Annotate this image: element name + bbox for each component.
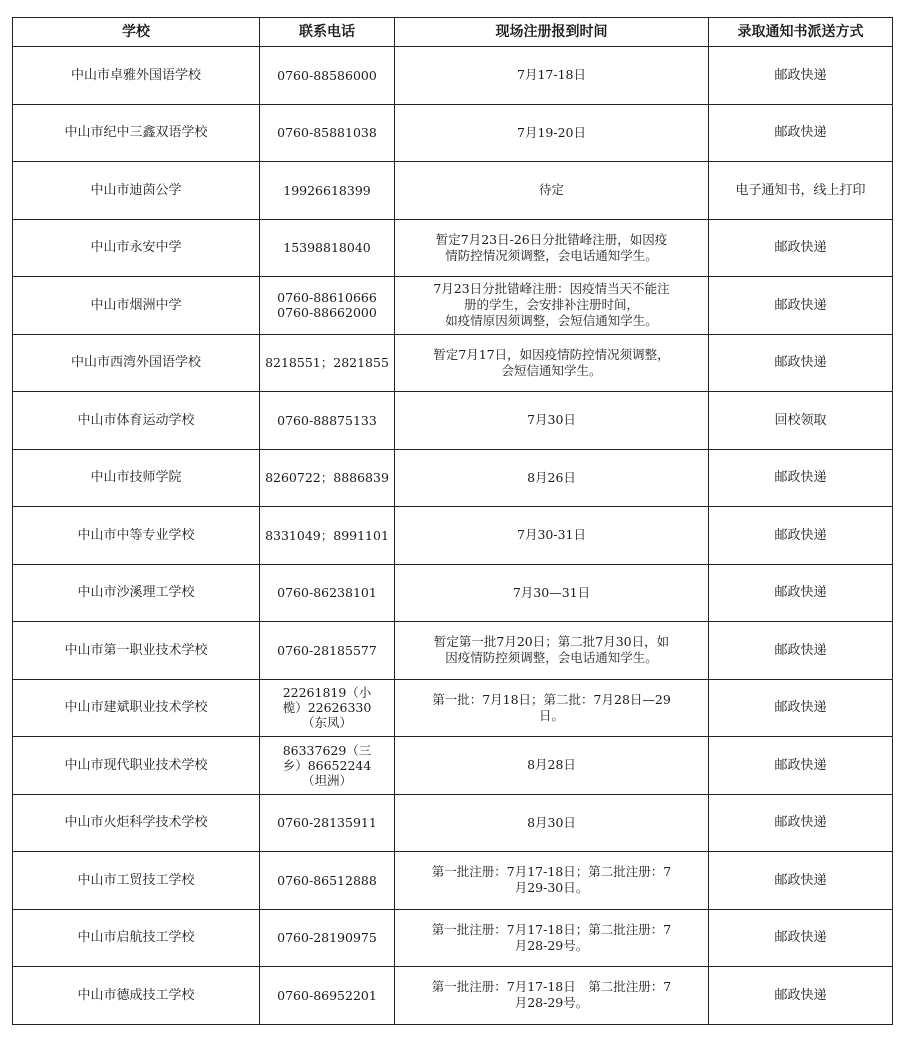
notice-delivery-cell: 邮政快递 [709, 507, 893, 565]
registration-time-cell: 暂定7月17日，如因疫情防控情况须调整， 会短信通知学生。 [395, 334, 709, 392]
table-row [13, 334, 893, 392]
school-name-cell: 中山市建斌职业技术学校 [13, 679, 260, 737]
notice-delivery-cell: 邮政快递 [709, 449, 893, 507]
school-name-cell: 中山市现代职业技术学校 [13, 737, 260, 795]
notice-delivery-cell: 邮政快递 [709, 737, 893, 795]
notice-delivery-cell: 邮政快递 [709, 104, 893, 162]
phone-cell: 0760-86952201 [260, 967, 395, 1025]
registration-time-cell: 7月30—31日 [395, 564, 709, 622]
school-name-cell: 中山市体育运动学校 [13, 392, 260, 450]
notice-delivery-cell: 邮政快递 [709, 219, 893, 277]
table-row [13, 277, 893, 335]
phone-cell: 8218551；2821855 [260, 334, 395, 392]
school-name-cell: 中山市西湾外国语学校 [13, 334, 260, 392]
school-name-cell: 中山市第一职业技术学校 [13, 622, 260, 680]
phone-cell: 0760-88875133 [260, 392, 395, 450]
registration-time-cell: 8月28日 [395, 737, 709, 795]
table-row [13, 507, 893, 565]
registration-time-cell: 暂定第一批7月20日；第二批7月30日，如 因疫情防控须调整，会电话通知学生。 [395, 622, 709, 680]
registration-time-cell: 第一批注册：7月17-18日；第二批注册：7 月28-29号。 [395, 909, 709, 967]
school-name-cell: 中山市沙溪理工学校 [13, 564, 260, 622]
registration-time-cell: 7月23日分批错峰注册：因疫情当天不能注 册的学生，会安排补注册时间， 如疫情原因须调整，会短信通知学生。 [395, 277, 709, 335]
registration-time-cell: 8月26日 [395, 449, 709, 507]
phone-cell: 19926618399 [260, 162, 395, 220]
notice-delivery-cell: 邮政快递 [709, 564, 893, 622]
school-name-cell: 中山市德成技工学校 [13, 967, 260, 1025]
phone-cell: 0760-28190975 [260, 909, 395, 967]
table-row [13, 449, 893, 507]
phone-cell: 22261819（小 榄）22626330 （东凤） [260, 679, 395, 737]
table-row [13, 104, 893, 162]
header-notice-delivery: 录取通知书派送方式 [709, 18, 893, 47]
header-registration-time: 现场注册报到时间 [395, 18, 709, 47]
school-name-cell: 中山市卓雅外国语学校 [13, 47, 260, 105]
registration-time-cell: 7月30-31日 [395, 507, 709, 565]
school-name-cell: 中山市工贸技工学校 [13, 852, 260, 910]
school-name-cell: 中山市技师学院 [13, 449, 260, 507]
notice-delivery-cell: 邮政快递 [709, 852, 893, 910]
school-name-cell: 中山市纪中三鑫双语学校 [13, 104, 260, 162]
notice-delivery-cell: 邮政快递 [709, 277, 893, 335]
school-name-cell: 中山市中等专业学校 [13, 507, 260, 565]
notice-delivery-cell: 邮政快递 [709, 909, 893, 967]
header-phone: 联系电话 [260, 18, 395, 47]
registration-time-cell: 暂定7月23日-26日分批错峰注册，如因疫 情防控情况须调整，会电话通知学生。 [395, 219, 709, 277]
table-row [13, 219, 893, 277]
notice-delivery-cell: 回校领取 [709, 392, 893, 450]
school-name-cell: 中山市永安中学 [13, 219, 260, 277]
phone-cell: 8331049；8991101 [260, 507, 395, 565]
table-row [13, 392, 893, 450]
phone-cell: 86337629（三 乡）86652244 （坦洲） [260, 737, 395, 795]
school-registration-table [12, 17, 893, 1025]
registration-time-cell: 待定 [395, 162, 709, 220]
notice-delivery-cell: 邮政快递 [709, 47, 893, 105]
school-name-cell: 中山市烟洲中学 [13, 277, 260, 335]
table-row [13, 162, 893, 220]
phone-cell: 0760-28185577 [260, 622, 395, 680]
table-row [13, 47, 893, 105]
phone-cell: 0760-85881038 [260, 104, 395, 162]
header-school: 学校 [13, 18, 260, 47]
registration-time-cell: 第一批注册：7月17-18日 第二批注册：7 月28-29号。 [395, 967, 709, 1025]
phone-cell: 0760-86512888 [260, 852, 395, 910]
phone-cell: 0760-28135911 [260, 794, 395, 852]
table-row [13, 967, 893, 1025]
registration-time-cell: 7月17-18日 [395, 47, 709, 105]
phone-cell: 0760-88610666 0760-88662000 [260, 277, 395, 335]
table-row [13, 794, 893, 852]
registration-time-cell: 第一批注册：7月17-18日；第二批注册：7 月29-30日。 [395, 852, 709, 910]
notice-delivery-cell: 邮政快递 [709, 622, 893, 680]
table-row [13, 909, 893, 967]
registration-time-cell: 7月30日 [395, 392, 709, 450]
registration-time-cell: 7月19-20日 [395, 104, 709, 162]
registration-time-cell: 8月30日 [395, 794, 709, 852]
phone-cell: 8260722；8886839 [260, 449, 395, 507]
phone-cell: 0760-86238101 [260, 564, 395, 622]
table-row [13, 852, 893, 910]
phone-cell: 0760-88586000 [260, 47, 395, 105]
notice-delivery-cell: 邮政快递 [709, 967, 893, 1025]
notice-delivery-cell: 邮政快递 [709, 334, 893, 392]
school-name-cell: 中山市启航技工学校 [13, 909, 260, 967]
table-row [13, 737, 893, 795]
header-row [13, 18, 893, 47]
table-row [13, 564, 893, 622]
table-row [13, 679, 893, 737]
school-name-cell: 中山市迪茵公学 [13, 162, 260, 220]
notice-delivery-cell: 邮政快递 [709, 679, 893, 737]
registration-time-cell: 第一批：7月18日；第二批：7月28日—29 日。 [395, 679, 709, 737]
school-name-cell: 中山市火炬科学技术学校 [13, 794, 260, 852]
phone-cell: 15398818040 [260, 219, 395, 277]
table-row [13, 622, 893, 680]
notice-delivery-cell: 电子通知书，线上打印 [709, 162, 893, 220]
notice-delivery-cell: 邮政快递 [709, 794, 893, 852]
